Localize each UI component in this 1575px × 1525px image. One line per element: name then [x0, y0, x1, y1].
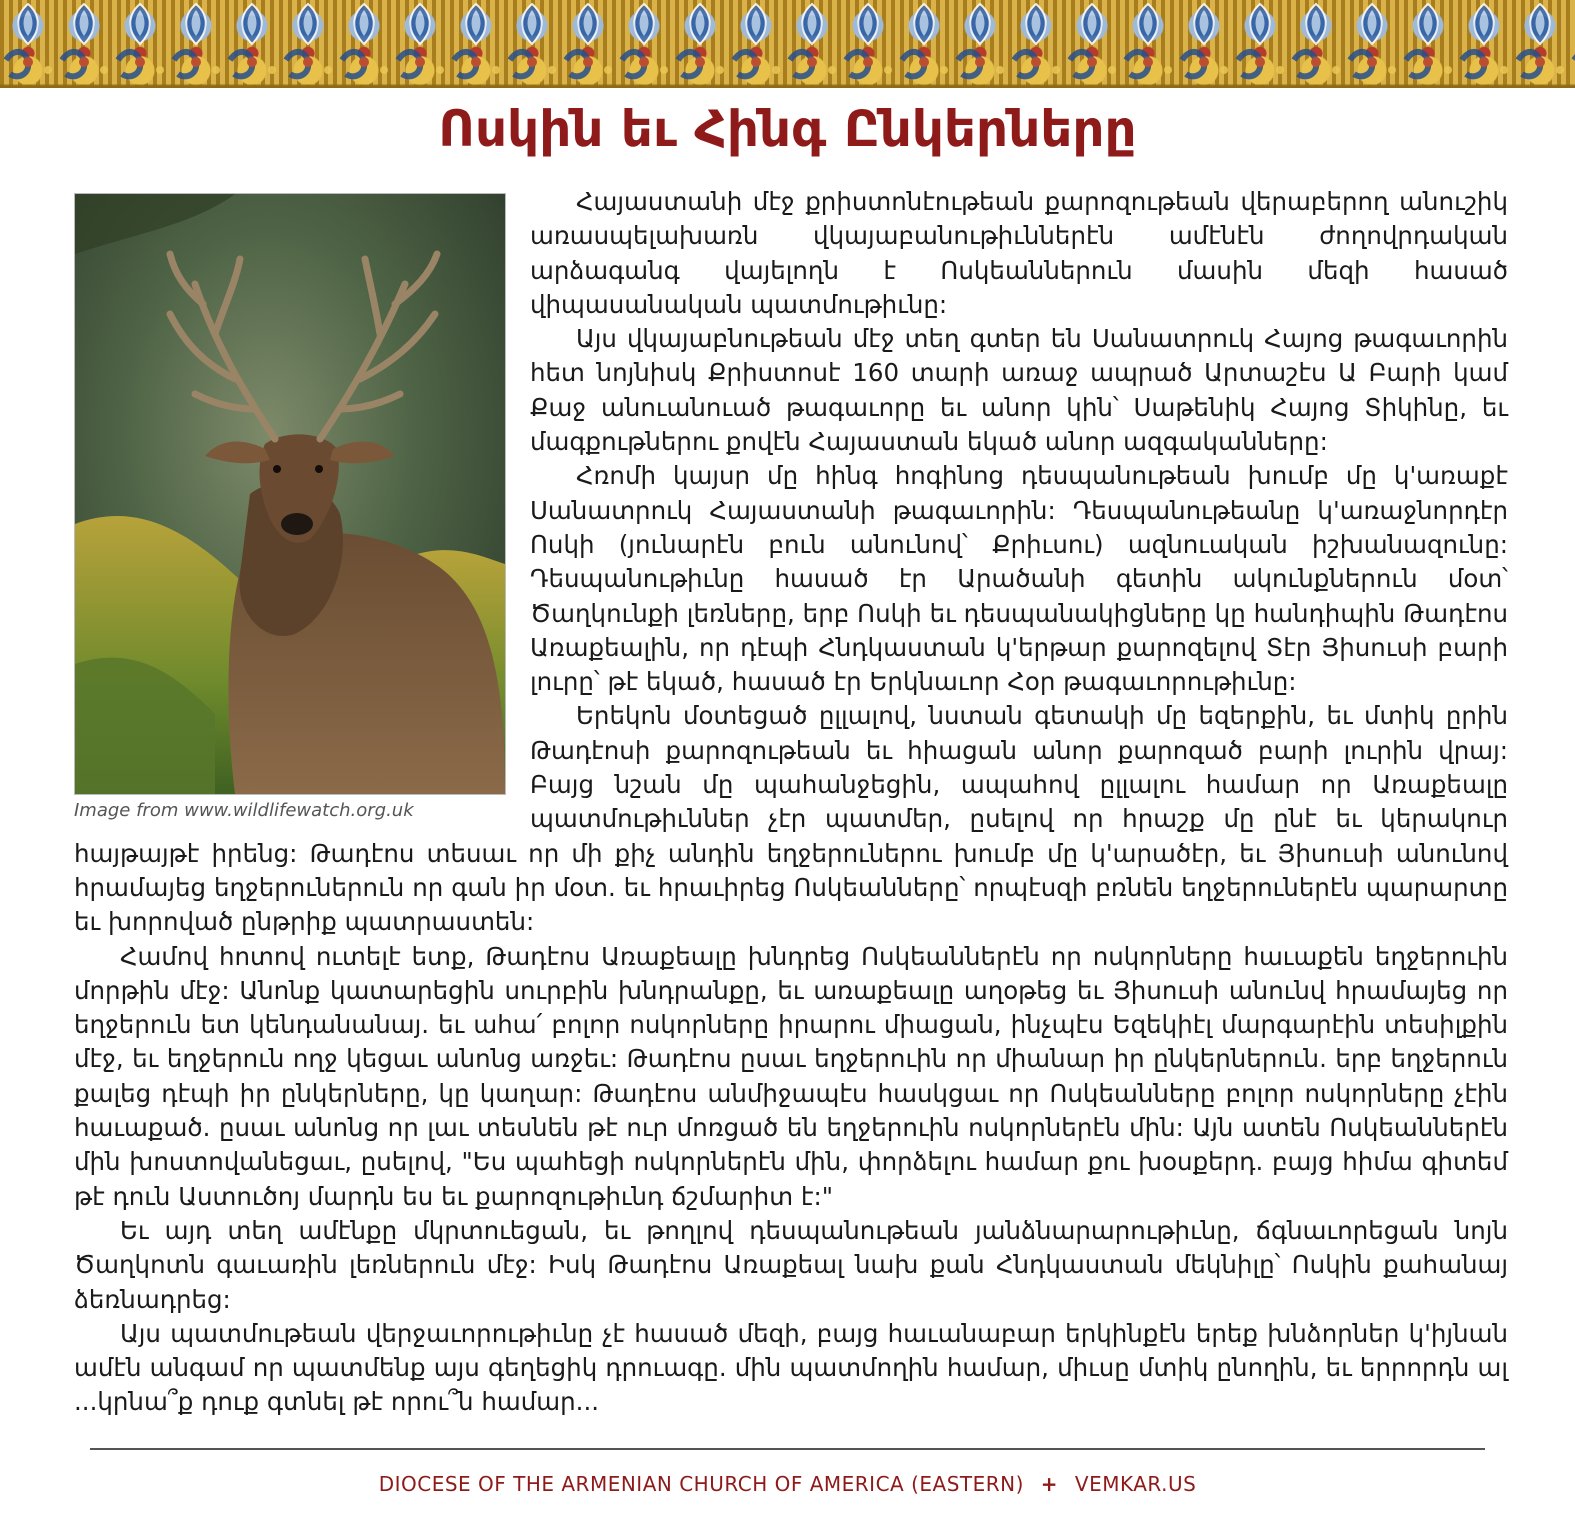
article-body — [74, 185, 1508, 1420]
paragraph-4: Երեկոն մօտեցած ըլլալով, նստան գետակի մը եզերքին, եւ մտիկ ըրին Թադէոսի քարոզութեան եւ հիացան անոր քարոզած բարի լուրին վրայ: Բայց նշան մը պահանջեցին, ապահով ըլլալու համար որ Առաքեալը պատմութիւններ չէր պատմեր, ըսելով որ հրաշք մը ընէ եւ կերակուր հայթայթէ իրենց: Թադէոս տեսաւ որ մի քիչ անդին եղջերուներու խումբ մը կ'արածէր, եւ Յիսուսի անունով հրամայեց եղջերուներուն որ գան իր մօտ. եւ հրաւիրեց Ոսկեանները՝ որպէսզի բռնեն եղջերուներէն պարարտը եւ խորոված ընթրիք պատրաստեն: — [74, 701, 1508, 937]
footer-website-link[interactable]: VEMKAR.US — [1074, 1472, 1197, 1496]
red-deer-stag-photo — [74, 193, 506, 795]
cross-separator: + — [1040, 1472, 1059, 1496]
paragraph-3: Հռոմի կայսր մը հինգ հոգինոց դեսպանութեան խումբ մը կ'առաքէ Սանատրուկ Հայաստանի թագաւորին: Դեսպանութեանը կ'առաջնորդէր Ոսկի (յունարէն բուն անունով՝ Քրիւսու) ազնուական իշխանազունը: Դեսպանութիւնը հասած էր Արածանի գետին ակունքներուն մօտ՝ Ծաղկունքի լեռները, երբ Ոսկի եւ դեսպանակիցները կը հանդիպին Թադէոս Առաքեալին, որ դէպի Հնդկաստան կ'երթար քարոզելով Տէր Յիսուսի բարի լուրը՝ թէ եկած, հասած էր Երկնաւոր Հօր թագաւորութիւնը: — [530, 461, 1508, 697]
ornament-pattern — [0, 0, 1575, 86]
footer-organization: DIOCESE OF THE ARMENIAN CHURCH OF AMERICA (EASTERN) — [378, 1472, 1024, 1496]
paragraph-5: Համով հոտով ուտելէ ետք, Թադէոս Առաքեալը խնդրեց Ոսկեաններէն որ ոսկորները հաւաքեն եղջերուին մորթին մէջ: Անոնք կատարեցին սուրբին խնդրանքը, եւ առաքեալը աղօթեց եւ Յիսուսի անունվ հրամայեց որ եղջերուն ետ կենդանանայ. եւ ահա՛ բոլոր ոսկորները իրարու միացան, ինչպէս Եզեկիէլ մարգարէին տեսիլքին մէջ, եւ եղջերուն ողջ կեցաւ անոնց առջեւ: Թադէոս ըսաւ եղջերուին որ միանար իր ընկերներուն. երբ եղջերուն քալեց դէպի իր ընկերները, կը կաղար: Թադէոս անմիջապէս հասկցաւ որ Ոսկեանները բոլոր ոսկորները չէին հաւաքած. ըսաւ անոնց որ լաւ տեսնեն թէ ուր մոռցած են եղջերուին ոսկորներէն մին: Այն ատեն Ոսկեաններէն մին խոստովանեցաւ, ըսելով, "Ես պահեցի ոսկորներէն մին, փորձելու համար քու խօսքերդ. բայց հիմա գիտեմ թէ դուն Աստուծոյ մարդն ես եւ քարոզութիւնդ ճշմարիտ է:" — [74, 941, 1508, 1211]
image-caption: Image from www.wildlifewatch.org.uk — [74, 800, 414, 821]
article-figure — [74, 193, 506, 823]
paragraph-1: Հայաստանի մէջ քրիստոնէութեան քարոզութեան վերաբերող անուշիկ առասպելախառն վկայաբանութիւններէն ամէնէն ժողովրդական արձագանգ վայելողն է Ոսկեաններուն մասին մեզի հասած վիպասանական պատմութիւնը: — [530, 187, 1508, 319]
paragraph-6: Եւ այդ տեղ ամէնքը մկրտուեցան, եւ թողլով դեսպանութեան յանձնարարութիւնը, ճգնաւորեցան նոյն Ծաղկոտն գաւառին լեռներուն մէջ: Իսկ Թադէոս Առաքեալ նախ քան Հնդկաստան մեկնիլը՝ Ոսկին քահանայ ձեռնադրեց: — [74, 1215, 1508, 1314]
footer — [0, 1472, 1575, 1496]
page-title: Ոսկին եւ Հինգ Ընկերները — [438, 100, 1137, 158]
footer-divider — [90, 1448, 1485, 1450]
ornamental-header-band — [0, 0, 1575, 88]
paragraph-7: Այս պատմութեան վերջաւորութիւնը չէ հասած մեզի, բայց հաւանաբար երկինքէն երեք խնձորներ կ'իյնան ամէն անգամ որ պատմենք այս գեղեցիկ դրուագը. մին պատմողին համար, միւսը մտիկ ընողին, եւ երրորդն ալ ...կրնա՞ք դուք գտնել թէ որու՞ն համար... — [74, 1318, 1508, 1417]
paragraph-2: Այս վկայաբնութեան մէջ տեղ գտեր են Սանատրուկ Հայոց թագաւորին հետ նոյնիսկ Քրիստոսէ 160 տարի առաջ ապրած Արտաշէս Ա Բարի կամ Քաջ անուանուած թագաւորը եւ անոր կին՝ Սաթենիկ Հայոց Տիկինը, եւ մագքութներու քովէն Հայաստան եկած անոր ազգականները: — [530, 324, 1508, 457]
